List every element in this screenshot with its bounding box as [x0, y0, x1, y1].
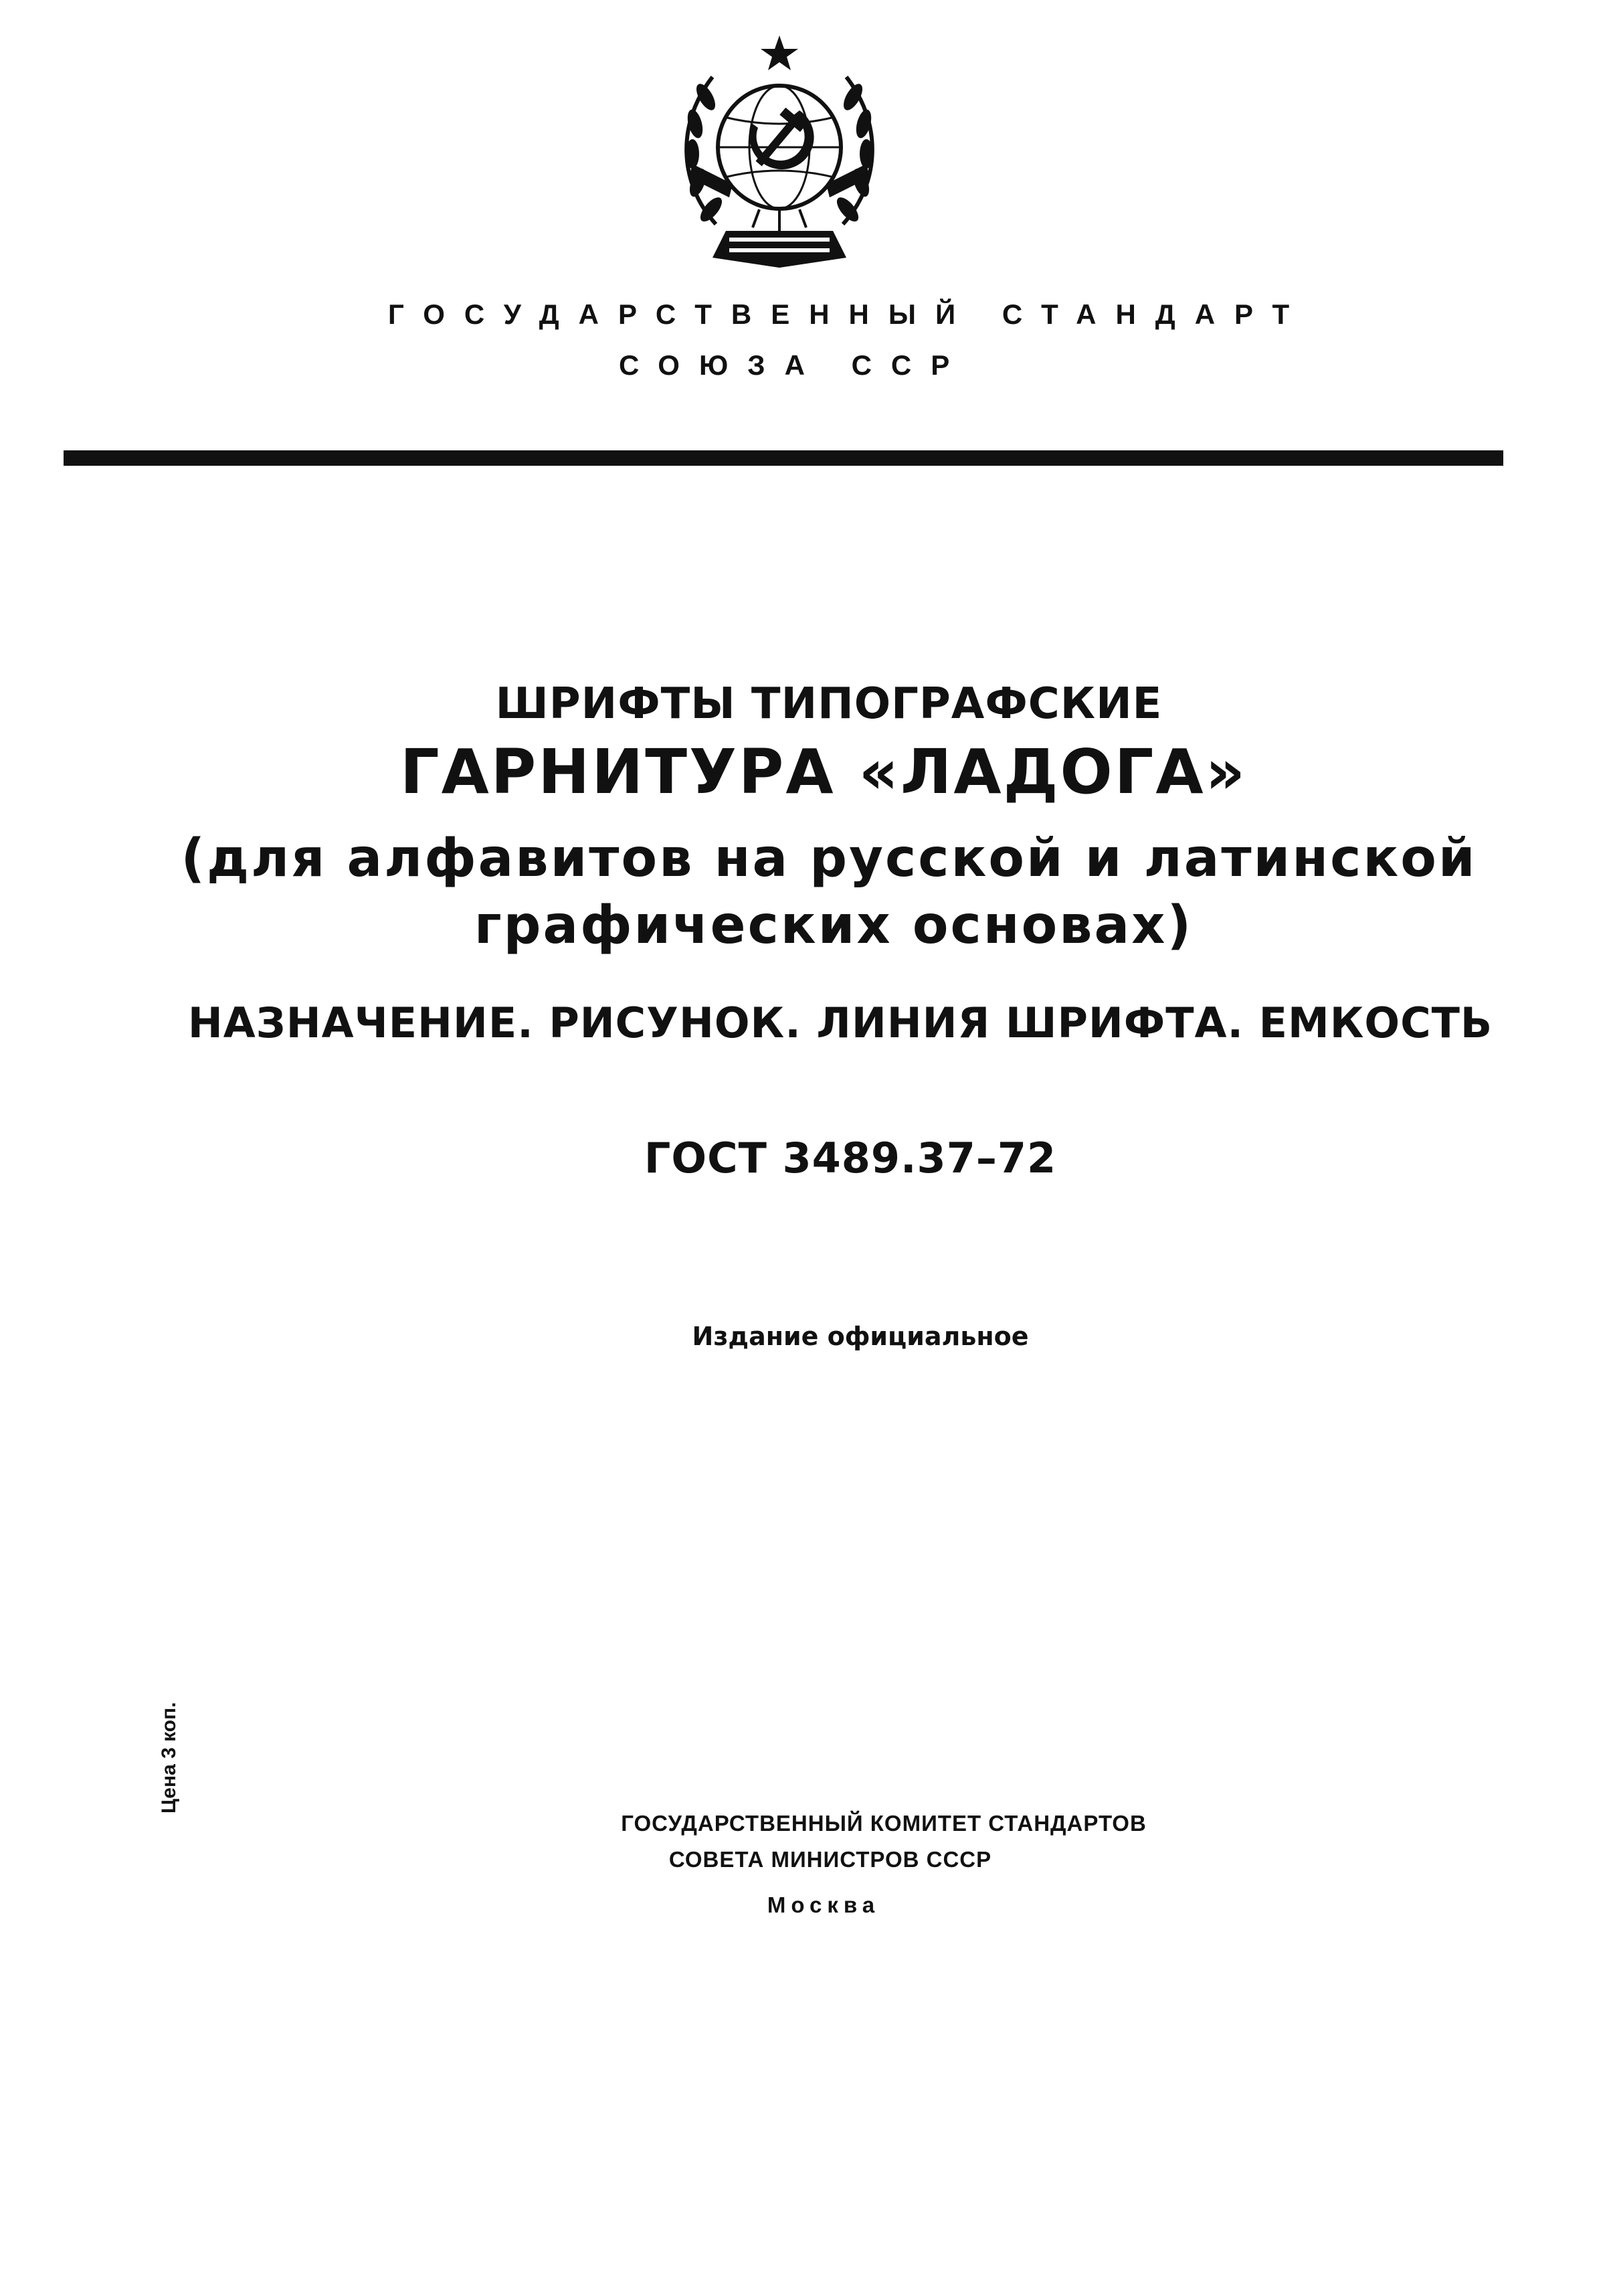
footer-line-2: СОВЕТА МИНИСТРОВ СССР: [668, 1847, 992, 1872]
header-line-1: ГОСУДАРСТВЕННЫЙ СТАНДАРТ: [388, 298, 1309, 330]
edition-note: Издание официальное: [692, 1322, 1029, 1351]
footer-city: Москва: [767, 1892, 880, 1917]
title-line-1: ШРИФТЫ ТИПОГРАФСКИЕ: [495, 679, 1163, 729]
standard-number: ГОСТ 3489.37–72: [644, 1134, 1057, 1182]
state-emblem-icon: [652, 30, 907, 278]
title-line-2: ГАРНИТУРА «ЛАДОГА»: [399, 736, 1248, 808]
header-rule: [64, 450, 1503, 466]
header-line-2: СОЮЗА ССР: [619, 349, 969, 381]
title-line-4: графических основах): [474, 895, 1194, 956]
title-line-3: (для алфавитов на русской и латинской: [181, 828, 1477, 889]
price-label: Цена 3 коп.: [158, 1702, 180, 1814]
footer-line-1: ГОСУДАРСТВЕННЫЙ КОМИТЕТ СТАНДАРТОВ: [621, 1811, 1147, 1836]
subtitle: НАЗНАЧЕНИЕ. РИСУНОК. ЛИНИЯ ШРИФТА. ЕМКОСТЬ: [187, 998, 1493, 1047]
